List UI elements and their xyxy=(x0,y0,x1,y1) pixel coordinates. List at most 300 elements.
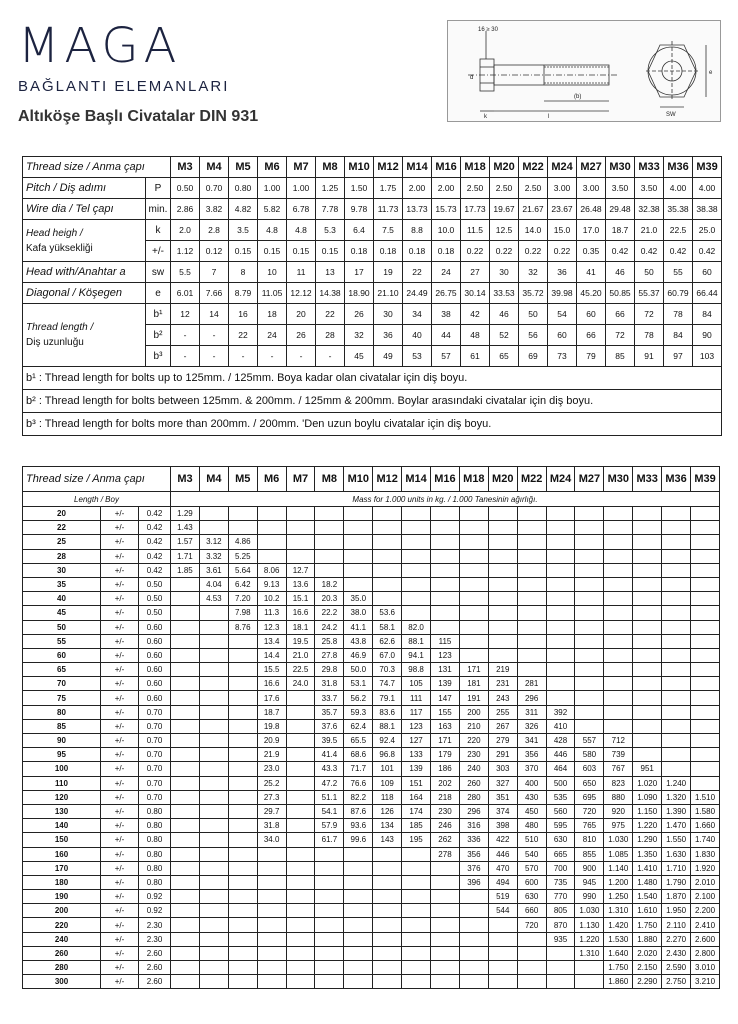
tolerance-sign: +/- xyxy=(101,762,139,776)
tolerance-value: 2.60 xyxy=(139,975,171,989)
tolerance-sign: +/- xyxy=(101,592,139,606)
mass-value xyxy=(199,705,228,719)
mass-row xyxy=(23,961,720,975)
length-value: 260 xyxy=(23,946,101,960)
pitch-value: 3.50 xyxy=(606,178,635,199)
head-height-value: 21.0 xyxy=(635,220,664,241)
mass-value xyxy=(228,819,257,833)
size-header: M18 xyxy=(461,157,490,178)
length-value: 120 xyxy=(23,790,101,804)
mass-value xyxy=(662,748,691,762)
thread-length-value: 14 xyxy=(200,304,229,325)
thread-length-value: 48 xyxy=(461,325,490,346)
head-height-value: 7.5 xyxy=(374,220,403,241)
mass-value xyxy=(402,961,431,975)
mass-value xyxy=(604,606,633,620)
tolerance-value: 0.50 xyxy=(139,606,171,620)
mass-value xyxy=(228,946,257,960)
thread-length-label-line: Diş uzunluğu xyxy=(26,337,84,348)
mass-value xyxy=(459,549,488,563)
mass-value: 1.310 xyxy=(604,904,633,918)
mass-value: 4.04 xyxy=(199,577,228,591)
mass-row xyxy=(23,734,720,748)
mass-value xyxy=(431,507,460,521)
size-header: M16 xyxy=(432,157,461,178)
mass-value xyxy=(228,961,257,975)
wrench-size-value: 60 xyxy=(693,262,722,283)
mass-value: 82.0 xyxy=(402,620,431,634)
mass-value xyxy=(662,705,691,719)
mass-value xyxy=(373,918,402,932)
mass-value xyxy=(402,592,431,606)
mass-value: 10.2 xyxy=(257,592,286,606)
mass-value xyxy=(199,890,228,904)
tolerance-value: 0.42 xyxy=(139,563,171,577)
mass-value: 470 xyxy=(488,861,517,875)
mass-value xyxy=(171,620,200,634)
head-height-value: 18.7 xyxy=(606,220,635,241)
mass-value: 951 xyxy=(633,762,662,776)
mass-value xyxy=(257,521,286,535)
wire-dia-label: Wire dia / Tel çapı xyxy=(23,199,146,220)
mass-value xyxy=(228,507,257,521)
length-value: 130 xyxy=(23,804,101,818)
tolerance-value: 0.60 xyxy=(139,648,171,662)
mass-value xyxy=(402,904,431,918)
mass-row xyxy=(23,719,720,733)
mass-value xyxy=(344,918,373,932)
mass-value xyxy=(488,535,517,549)
mass-value: 665 xyxy=(546,847,575,861)
thread-length-b1-row xyxy=(23,304,722,325)
thread-length-value: 85 xyxy=(606,346,635,367)
head-height-value: 5.3 xyxy=(316,220,345,241)
thread-length-value: 50 xyxy=(519,304,548,325)
size-header: M36 xyxy=(662,467,691,492)
mass-value xyxy=(402,890,431,904)
mass-value xyxy=(257,507,286,521)
mass-value xyxy=(344,875,373,889)
diagonal-value: 39.98 xyxy=(548,283,577,304)
mass-value xyxy=(286,833,315,847)
head-height-label-line: Head heigh / xyxy=(26,227,83,239)
mass-value xyxy=(171,932,200,946)
mass-value xyxy=(517,946,546,960)
length-value: 300 xyxy=(23,975,101,989)
mass-value xyxy=(691,507,720,521)
mass-value: 695 xyxy=(575,790,604,804)
mass-value xyxy=(517,592,546,606)
pitch-row xyxy=(23,178,722,199)
mass-value xyxy=(431,577,460,591)
mass-value: 231 xyxy=(488,677,517,691)
mass-value xyxy=(171,776,200,790)
mass-value: 34.0 xyxy=(257,833,286,847)
mass-value xyxy=(199,961,228,975)
mass-value xyxy=(373,592,402,606)
mass-value: 805 xyxy=(546,904,575,918)
mass-value: 43.3 xyxy=(315,762,344,776)
mass-value: 2.430 xyxy=(662,946,691,960)
wire-dia-value: 7.78 xyxy=(316,199,345,220)
tolerance-sign: +/- xyxy=(101,932,139,946)
mass-value xyxy=(199,932,228,946)
tolerance-sign: +/- xyxy=(101,705,139,719)
mass-value: 262 xyxy=(431,833,460,847)
mass-value xyxy=(546,677,575,691)
mass-value: 2.290 xyxy=(633,975,662,989)
mass-value: 1.480 xyxy=(633,875,662,889)
svg-text:e: e xyxy=(709,70,713,76)
mass-value: 2.270 xyxy=(662,932,691,946)
wrench-size-value: 10 xyxy=(258,262,287,283)
mass-value xyxy=(228,790,257,804)
mass-value: 990 xyxy=(575,890,604,904)
mass-value xyxy=(517,932,546,946)
mass-value xyxy=(199,648,228,662)
mass-value xyxy=(257,932,286,946)
mass-value xyxy=(344,890,373,904)
tolerance-value: 0.70 xyxy=(139,790,171,804)
thread-length-value: - xyxy=(200,346,229,367)
thread-length-value: 91 xyxy=(635,346,664,367)
mass-value xyxy=(344,507,373,521)
mass-value xyxy=(171,762,200,776)
tolerance-sign: +/- xyxy=(101,833,139,847)
mass-value xyxy=(373,904,402,918)
mass-value xyxy=(402,577,431,591)
mass-value xyxy=(604,507,633,521)
mass-value: 720 xyxy=(575,804,604,818)
mass-value xyxy=(691,748,720,762)
tolerance-value: 0.60 xyxy=(139,634,171,648)
mass-value xyxy=(373,535,402,549)
mass-value xyxy=(488,549,517,563)
mass-value: 1.920 xyxy=(691,861,720,875)
head-height-value: 3.5 xyxy=(229,220,258,241)
mass-value: 880 xyxy=(604,790,633,804)
thread-length-value: 46 xyxy=(490,304,519,325)
mass-value xyxy=(633,691,662,705)
mass-value: 171 xyxy=(459,663,488,677)
head-tolerance-value: 1.12 xyxy=(171,241,200,262)
wrench-size-value: 41 xyxy=(577,262,606,283)
thread-length-value: 78 xyxy=(635,325,664,346)
mass-value: 246 xyxy=(431,819,460,833)
thread-length-value: - xyxy=(171,325,200,346)
mass-value: 975 xyxy=(604,819,633,833)
mass-value xyxy=(459,620,488,634)
mass-value xyxy=(199,634,228,648)
size-header: M12 xyxy=(374,157,403,178)
mass-value: 3.210 xyxy=(691,975,720,989)
mass-value xyxy=(402,507,431,521)
mass-value xyxy=(517,577,546,591)
mass-row xyxy=(23,549,720,563)
mass-row xyxy=(23,663,720,677)
mass-value xyxy=(286,819,315,833)
mass-value: 2.590 xyxy=(662,961,691,975)
mass-value xyxy=(286,790,315,804)
mass-value xyxy=(257,918,286,932)
mass-value: 79.1 xyxy=(373,691,402,705)
page-title: Altıköşe Başlı Civatalar DIN 931 xyxy=(18,108,259,125)
thread-length-value: 72 xyxy=(635,304,664,325)
mass-value xyxy=(459,592,488,606)
note-row xyxy=(23,413,722,436)
mass-value: 39.5 xyxy=(315,734,344,748)
mass-value xyxy=(228,677,257,691)
mass-value: 139 xyxy=(402,762,431,776)
mass-value xyxy=(373,507,402,521)
thread-length-symbol: b³ xyxy=(146,346,171,367)
mass-value xyxy=(315,507,344,521)
mass-value xyxy=(488,975,517,989)
mass-value: 16.6 xyxy=(257,677,286,691)
mass-value xyxy=(257,875,286,889)
mass-value: 82.2 xyxy=(344,790,373,804)
tolerance-value: 0.42 xyxy=(139,535,171,549)
mass-value: 1.530 xyxy=(604,932,633,946)
mass-value: 83.6 xyxy=(373,705,402,719)
mass-value xyxy=(546,946,575,960)
mass-value: 181 xyxy=(459,677,488,691)
thread-length-value: 26 xyxy=(345,304,374,325)
mass-value xyxy=(402,932,431,946)
mass-value xyxy=(459,946,488,960)
mass-value: 1.220 xyxy=(575,932,604,946)
mass-value: 164 xyxy=(402,790,431,804)
mass-value: 2.600 xyxy=(691,932,720,946)
mass-value: 230 xyxy=(459,748,488,762)
mass-value: 20.3 xyxy=(315,592,344,606)
mass-value: 900 xyxy=(575,861,604,875)
mass-value xyxy=(633,521,662,535)
mass-value: 1.550 xyxy=(662,833,691,847)
mass-value: 296 xyxy=(459,804,488,818)
head-height-value: 22.5 xyxy=(664,220,693,241)
mass-value xyxy=(662,535,691,549)
mass-value xyxy=(286,875,315,889)
mass-value xyxy=(373,975,402,989)
tolerance-sign: +/- xyxy=(101,890,139,904)
mass-value xyxy=(344,861,373,875)
mass-value xyxy=(459,521,488,535)
mass-value: 374 xyxy=(488,804,517,818)
mass-value: 18.1 xyxy=(286,620,315,634)
thread-length-value: 45 xyxy=(345,346,374,367)
head-height-value: 15.0 xyxy=(548,220,577,241)
mass-value: 2.020 xyxy=(633,946,662,960)
mass-value: 185 xyxy=(402,819,431,833)
pitch-value: 3.00 xyxy=(548,178,577,199)
mass-value: 88.1 xyxy=(402,634,431,648)
mass-value: 21.0 xyxy=(286,648,315,662)
length-value: 180 xyxy=(23,875,101,889)
tolerance-value: 0.80 xyxy=(139,847,171,861)
mass-value: 155 xyxy=(431,705,460,719)
tolerance-value: 0.80 xyxy=(139,804,171,818)
mass-value xyxy=(171,819,200,833)
length-value: 200 xyxy=(23,904,101,918)
mass-value: 134 xyxy=(373,819,402,833)
mass-value xyxy=(171,577,200,591)
mass-value xyxy=(662,634,691,648)
svg-text:k: k xyxy=(484,114,487,120)
mass-value xyxy=(199,691,228,705)
mass-value: 326 xyxy=(517,719,546,733)
pitch-value: 2.00 xyxy=(432,178,461,199)
mass-value xyxy=(171,606,200,620)
mass-value xyxy=(286,776,315,790)
mass-value xyxy=(315,535,344,549)
mass-value xyxy=(546,691,575,705)
thread-length-value: 84 xyxy=(664,325,693,346)
mass-value: 1.290 xyxy=(633,833,662,847)
mass-value xyxy=(662,606,691,620)
mass-value: 62.6 xyxy=(373,634,402,648)
mass-value xyxy=(546,507,575,521)
mass-value: 18.2 xyxy=(315,577,344,591)
tolerance-value: 2.60 xyxy=(139,961,171,975)
mass-value xyxy=(488,620,517,634)
mass-value xyxy=(488,592,517,606)
mass-row xyxy=(23,507,720,521)
thread-length-value: 66 xyxy=(577,325,606,346)
mass-value xyxy=(228,875,257,889)
pitch-value: 2.50 xyxy=(490,178,519,199)
mass-value: 2.110 xyxy=(662,918,691,932)
diagonal-symbol: e xyxy=(146,283,171,304)
mass-header-row xyxy=(23,467,720,492)
mass-value xyxy=(171,663,200,677)
tolerance-sign: +/- xyxy=(101,535,139,549)
head-height-label xyxy=(23,220,146,262)
thread-length-value: 24 xyxy=(258,325,287,346)
mass-value xyxy=(286,847,315,861)
diagonal-value: 24.49 xyxy=(403,283,432,304)
mass-value: 428 xyxy=(546,734,575,748)
mass-row xyxy=(23,875,720,889)
diagonal-value: 26.75 xyxy=(432,283,461,304)
mass-value: 1.740 xyxy=(691,833,720,847)
mass-value xyxy=(228,847,257,861)
diagonal-value: 30.14 xyxy=(461,283,490,304)
mass-value xyxy=(459,648,488,662)
mass-value xyxy=(488,577,517,591)
mass-value xyxy=(199,734,228,748)
tolerance-value: 2.30 xyxy=(139,918,171,932)
tolerance-sign: +/- xyxy=(101,975,139,989)
length-value: 140 xyxy=(23,819,101,833)
mass-value xyxy=(459,961,488,975)
mass-value: 20.9 xyxy=(257,734,286,748)
size-header: M5 xyxy=(229,157,258,178)
pitch-value: 1.75 xyxy=(374,178,403,199)
thread-length-value: 103 xyxy=(693,346,722,367)
mass-value xyxy=(286,719,315,733)
mass-value: 1.140 xyxy=(604,861,633,875)
tolerance-sign: +/- xyxy=(101,719,139,733)
mass-value xyxy=(228,975,257,989)
mass-value: 712 xyxy=(604,734,633,748)
svg-text:SW: SW xyxy=(666,112,676,118)
size-header: M33 xyxy=(633,467,662,492)
thread-length-value: 22 xyxy=(229,325,258,346)
mass-value: 35.7 xyxy=(315,705,344,719)
mass-value: 27.8 xyxy=(315,648,344,662)
mass-value xyxy=(199,833,228,847)
mass-value xyxy=(488,521,517,535)
mass-value: 1.030 xyxy=(604,833,633,847)
mass-row xyxy=(23,804,720,818)
mass-value: 220 xyxy=(459,734,488,748)
mass-value xyxy=(171,677,200,691)
mass-value xyxy=(633,507,662,521)
mass-value: 7.98 xyxy=(228,606,257,620)
mass-value xyxy=(402,975,431,989)
mass-value xyxy=(171,918,200,932)
wrench-size-label: Head with/Anahtar a xyxy=(23,262,146,283)
mass-value: 1.43 xyxy=(171,521,200,535)
mass-value xyxy=(575,592,604,606)
thread-length-value: 69 xyxy=(519,346,548,367)
size-header: M27 xyxy=(577,157,606,178)
pitch-value: 1.00 xyxy=(258,178,287,199)
size-header: M12 xyxy=(373,467,402,492)
mass-value xyxy=(402,535,431,549)
mass-value: 195 xyxy=(402,833,431,847)
mass-value: 12.3 xyxy=(257,620,286,634)
size-header: M16 xyxy=(431,467,460,492)
mass-value: 1.610 xyxy=(633,904,662,918)
mass-value xyxy=(575,606,604,620)
mass-value xyxy=(228,861,257,875)
tolerance-sign: +/- xyxy=(101,549,139,563)
mass-value: 33.7 xyxy=(315,691,344,705)
size-header: M30 xyxy=(604,467,633,492)
tolerance-value: 0.92 xyxy=(139,890,171,904)
mass-value xyxy=(431,549,460,563)
mass-value xyxy=(171,904,200,918)
brand-logo xyxy=(18,18,230,95)
mass-value xyxy=(691,705,720,719)
mass-value xyxy=(575,620,604,634)
mass-value xyxy=(633,719,662,733)
mass-value: 376 xyxy=(459,861,488,875)
mass-value xyxy=(691,521,720,535)
mass-value: 186 xyxy=(431,762,460,776)
mass-value: 98.8 xyxy=(402,663,431,677)
mass-value xyxy=(691,620,720,634)
pitch-value: 3.50 xyxy=(635,178,664,199)
mass-value xyxy=(662,507,691,521)
mass-value: 2.100 xyxy=(691,890,720,904)
head-tolerance-value: 0.35 xyxy=(577,241,606,262)
mass-value xyxy=(286,705,315,719)
mass-value: 9.13 xyxy=(257,577,286,591)
wire-dia-value: 29.48 xyxy=(606,199,635,220)
mass-row xyxy=(23,904,720,918)
mass-table xyxy=(22,466,720,989)
mass-value xyxy=(604,549,633,563)
mass-value xyxy=(517,521,546,535)
mass-value xyxy=(604,563,633,577)
mass-value: 67.0 xyxy=(373,648,402,662)
wire-dia-value: 15.73 xyxy=(432,199,461,220)
mass-value xyxy=(517,563,546,577)
svg-text:16 ≥ 30: 16 ≥ 30 xyxy=(478,27,498,33)
